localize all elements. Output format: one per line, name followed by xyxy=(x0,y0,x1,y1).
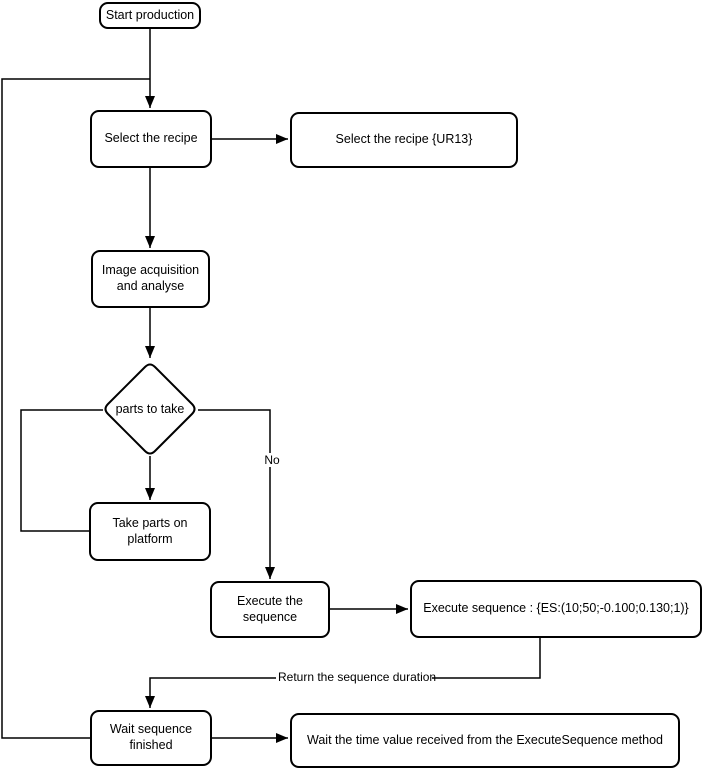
node-execute-sequence-detail-label: Execute sequence : {ES:(10;50;-0.100;0.130;1)} xyxy=(423,601,689,616)
node-execute-sequence-detail xyxy=(410,580,702,638)
node-image-acquisition-label: Image acquisition and analyse xyxy=(101,263,200,293)
node-execute-sequence-label: Execute the sequence xyxy=(236,593,303,624)
node-wait-sequence xyxy=(90,710,212,766)
node-wait-sequence-label: Wait sequence finished xyxy=(109,722,193,752)
node-parts-to-take xyxy=(100,396,200,422)
node-take-parts-label: Take parts on platform xyxy=(112,515,188,546)
node-wait-time-label: Wait the time value received from the ExecuteSequence method xyxy=(307,732,663,747)
node-select-recipe-detail xyxy=(290,112,518,168)
edge-label-no: No xyxy=(256,453,288,467)
node-take-parts xyxy=(89,502,211,561)
node-image-acquisition xyxy=(91,250,210,308)
node-select-recipe-detail-label: Select the recipe {UR13} xyxy=(335,132,473,147)
node-select-recipe xyxy=(90,110,212,168)
node-select-recipe-label: Select the recipe xyxy=(104,131,198,146)
edge-label-return-duration: Return the sequence duration xyxy=(278,670,437,684)
node-parts-to-take-label: parts to take xyxy=(115,402,185,416)
node-execute-sequence xyxy=(210,581,330,638)
node-wait-time xyxy=(290,713,680,768)
node-start-label: Start production xyxy=(105,7,195,22)
node-start xyxy=(99,2,201,29)
